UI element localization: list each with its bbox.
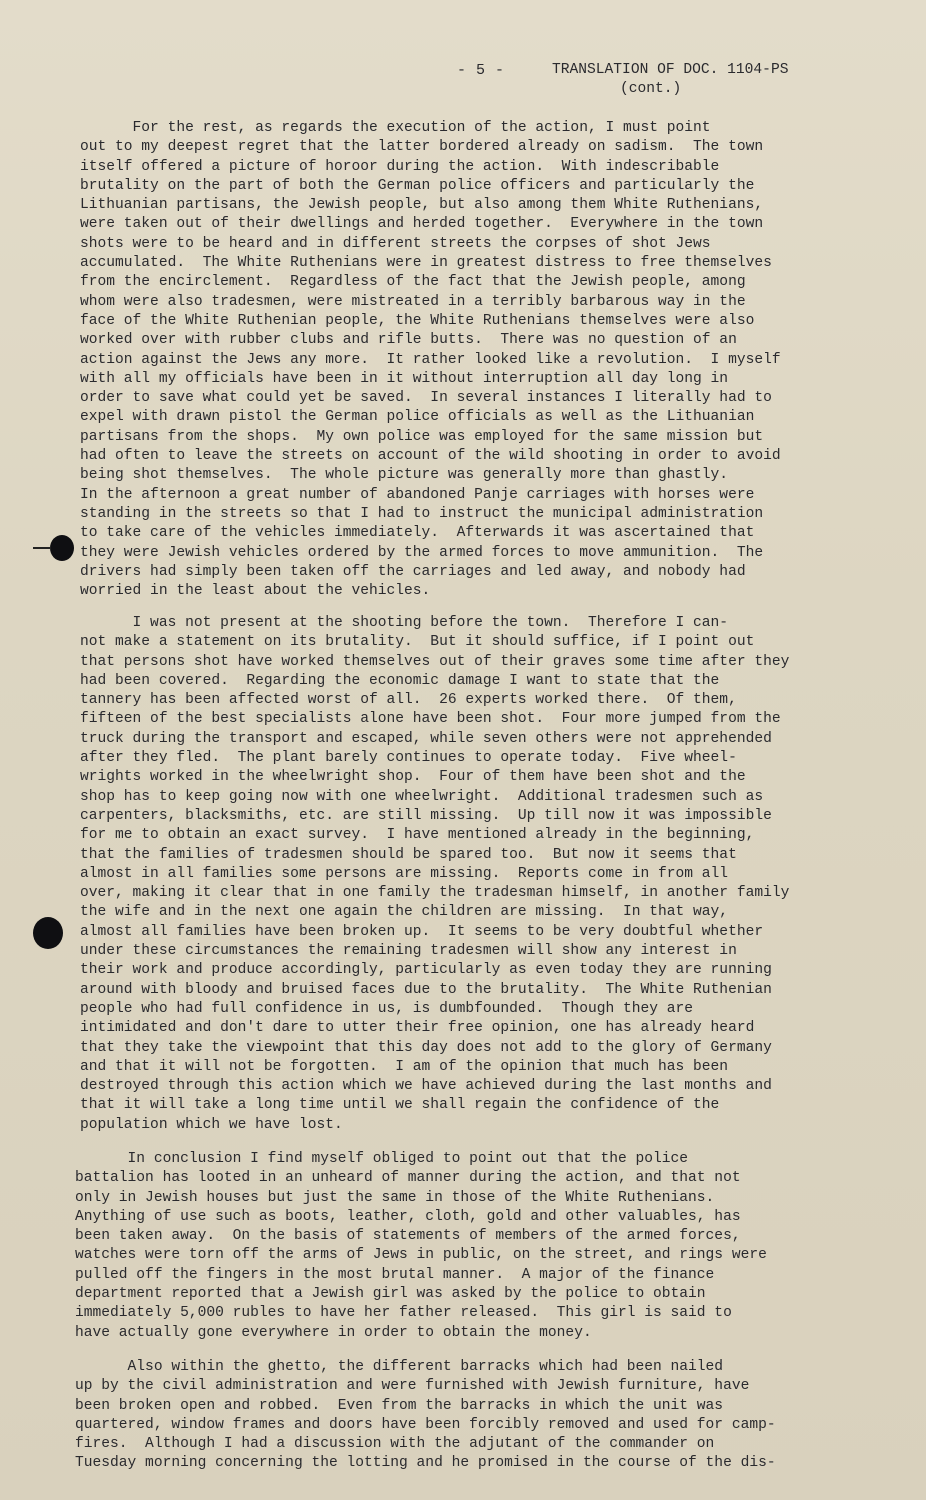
text-line: their work and produce accordingly, particularly as even today they are running	[80, 962, 772, 979]
text-line: pulled off the fingers in the most brutal manner. A major of the finance	[75, 1266, 715, 1283]
text-line: not make a statement on its brutality. But it should suffice, if I point out	[80, 634, 755, 651]
text-line: immediately 5,000 rubles to have her father released. This girl is said to	[75, 1305, 732, 1322]
text-line: watches were torn off the arms of Jews in public, on the street, and rings were	[75, 1247, 767, 1264]
text-line: under these circumstances the remaining tradesmen will show any interest in	[80, 943, 737, 960]
text-line: over, making it clear that in one family the tradesman himself, in another family	[80, 885, 790, 902]
text-line: had been covered. Regarding the economic damage I want to state that the	[80, 672, 720, 689]
document-title-line1: TRANSLATION OF DOC. 1104-PS	[552, 62, 789, 78]
text-line: to take care of the vehicles immediately. Afterwards it was ascertained that	[80, 525, 755, 542]
text-line: had often to leave the streets on account of the wild shooting in order to avoid	[80, 448, 781, 465]
text-line: expel with drawn pistol the German police officials as well as the Lithuanian	[80, 409, 755, 426]
text-line: standing in the streets so that I had to instruct the municipal administration	[80, 505, 764, 522]
text-line: department reported that a Jewish girl was asked by the police to obtain	[75, 1286, 706, 1303]
text-line: Lithuanian partisans, the Jewish people, but also among them White Ruthenians,	[80, 197, 764, 214]
text-line: fires. Although I had a discussion with the adjutant of the commander on	[75, 1436, 715, 1453]
text-line: Also within the ghetto, the different barracks which had been nailed	[75, 1359, 724, 1375]
text-line: destroyed through this action which we have achieved during the last months and	[80, 1078, 772, 1095]
text-line: been broken open and robbed. Even from the barracks in which the unit was	[75, 1397, 724, 1414]
text-line: carpenters, blacksmiths, etc. are still missing. Up till now it was impossible	[80, 807, 772, 824]
text-line: only in Jewish houses but just the same in those of the White Ruthenians.	[75, 1189, 715, 1206]
text-line: up by the civil administration and were furnished with Jewish furniture, have	[75, 1378, 750, 1395]
text-line: been taken away. On the basis of statements of members of the armed forces,	[75, 1228, 741, 1245]
text-line: worried in the least about the vehicles.	[80, 583, 431, 600]
text-line: for me to obtain an exact survey. I have mentioned already in the beginning,	[80, 827, 755, 844]
text-line: that the families of tradesmen should be spared too. But now it seems that	[80, 846, 737, 863]
text-line: shop has to keep going now with one wheelwright. Additional tradesmen such as	[80, 788, 764, 805]
text-line: drivers had simply been taken off the carriages and led away, and nobody had	[80, 563, 746, 580]
paragraph-looting	[75, 1150, 865, 1343]
text-line: truck during the transport and escaped, while seven others were not apprehended	[80, 730, 772, 747]
text-line: were taken out of their dwellings and herded together. Everywhere in the town	[80, 216, 764, 233]
text-line: the wife and in the next one again the children are missing. In that way,	[80, 904, 729, 921]
text-line: accumulated. The White Ruthenians were in greatest distress to free themselves	[80, 255, 772, 272]
text-line: fifteen of the best specialists alone have been shot. Four more jumped from the	[80, 711, 781, 728]
text-line: population which we have lost.	[80, 1116, 343, 1133]
paragraph-execution-of-action	[80, 119, 870, 601]
document-title-line2: (cont.)	[620, 81, 682, 97]
text-line: that they take the viewpoint that this day does not add to the glory of Germany	[80, 1039, 772, 1056]
text-line: action against the Jews any more. It rather looked like a revolution. I myself	[80, 351, 781, 368]
text-line: partisans from the shops. My own police was employed for the same mission but	[80, 428, 764, 445]
text-line: Anything of use such as boots, leather, cloth, gold and other valuables, has	[75, 1208, 741, 1225]
paragraph-ghetto-barracks	[75, 1358, 865, 1474]
text-line: shots were to be heard and in different streets the corpses of shot Jews	[80, 235, 711, 252]
text-line: people who had full confidence in us, is dumbfounded. Though they are	[80, 1000, 694, 1017]
punch-hole-upper	[50, 535, 74, 561]
text-line: whom were also tradesmen, were mistreated in a terribly barbarous way in the	[80, 293, 746, 310]
text-line: For the rest, as regards the execution of the action, I must point	[80, 120, 711, 136]
paragraph-economic-damage	[80, 614, 870, 1135]
text-line: wrights worked in the wheelwright shop. Four of them have been shot and the	[80, 769, 746, 786]
text-line: around with bloody and bruised faces due to the brutality. The White Ruthenian	[80, 981, 772, 998]
text-line: I was not present at the shooting before the town. Therefore I can-	[80, 615, 729, 631]
text-line: Tuesday morning concerning the lotting and he promised in the course of the dis-	[75, 1455, 776, 1472]
text-line: battalion has looted in an unheard of manner during the action, and that not	[75, 1170, 741, 1187]
text-line: face of the White Ruthenian people, the White Ruthenians themselves were also	[80, 312, 755, 329]
text-line: with all my officials have been in it without interruption all day long in	[80, 370, 729, 387]
text-line: worked over with rubber clubs and rifle butts. There was no question of an	[80, 332, 737, 349]
text-line: itself offered a picture of horoor during the action. With indescribable	[80, 158, 720, 175]
text-line: quartered, window frames and doors have been forcibly removed and used for camp-	[75, 1416, 776, 1433]
text-line: intimidated and don't dare to utter their free opinion, one has already heard	[80, 1020, 755, 1037]
text-line: tannery has been affected worst of all. 26 experts worked there. Of them,	[80, 692, 737, 709]
text-line: and that it will not be forgotten. I am of the opinion that much has been	[80, 1058, 729, 1075]
text-line: have actually gone everywhere in order to obtain the money.	[75, 1324, 592, 1341]
document-title	[552, 61, 788, 99]
punch-hole-lower	[33, 917, 63, 949]
text-line: In the afternoon a great number of abandoned Panje carriages with horses were	[80, 486, 755, 503]
text-line: out to my deepest regret that the latter bordered already on sadism. The town	[80, 139, 764, 156]
text-line: In conclusion I find myself obliged to point out that the police	[75, 1151, 689, 1167]
text-line: almost in all families some persons are missing. Reports come in from all	[80, 865, 729, 882]
text-line: from the encirclement. Regardless of the fact that the Jewish people, among	[80, 274, 746, 291]
text-line: being shot themselves. The whole picture was generally more than ghastly.	[80, 467, 729, 484]
binding-mark	[33, 547, 51, 549]
text-line: that persons shot have worked themselves out of their graves some time after they	[80, 653, 790, 670]
text-line: they were Jewish vehicles ordered by the armed forces to move ammunition. The	[80, 544, 764, 561]
page-number: - 5 -	[457, 62, 505, 79]
text-line: almost all families have been broken up. It seems to be very doubtful whether	[80, 923, 764, 940]
text-line: brutality on the part of both the German police officers and particularly the	[80, 177, 755, 194]
text-line: that it will take a long time until we shall regain the confidence of the	[80, 1097, 720, 1114]
text-line: order to save what could yet be saved. In several instances I literally had to	[80, 390, 772, 407]
text-line: after they fled. The plant barely continues to operate today. Five wheel-	[80, 750, 737, 767]
